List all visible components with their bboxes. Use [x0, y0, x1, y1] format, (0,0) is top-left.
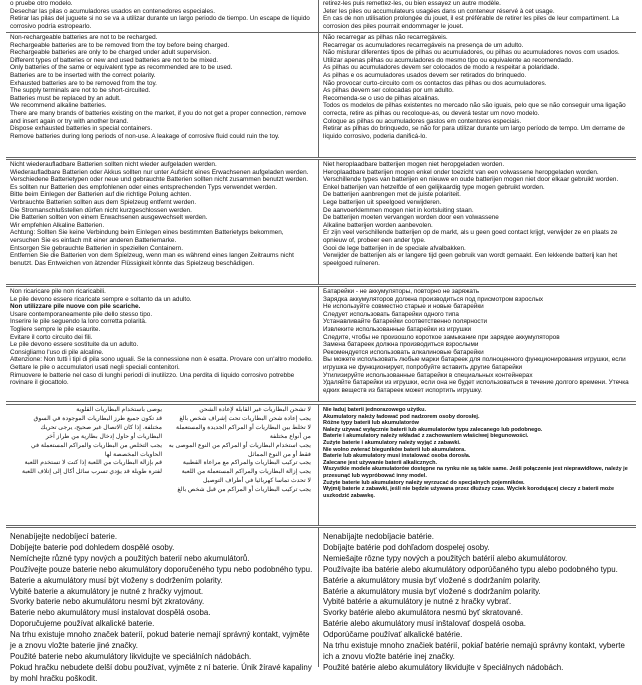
ru-line: Вы можете использовать любые марки батареек для полноценного функционирования игрушки, если игрушка не функционирует, попробуйте вставить другие батарейки [323, 356, 626, 371]
es-line: Retirar las pilas del juguete si no se va a utilizar durante un largo periodo de tiempo. Un escape de líquido corrosivo podría estropearlo. [10, 15, 310, 30]
ru-line: Удаляйте батарейки из игрушки, если она не будет использоваться в течение долгого времени. Утечка едких веществ из батареек может испортить игрушку. [323, 379, 629, 394]
russian-text [319, 287, 636, 401]
cs-line: Nemíchejte různé typy nových a použitých baterií nebo akumulátorů. [10, 553, 250, 563]
it-line: Non utilizzare pile nuove con pile scariche. [10, 303, 141, 311]
ru-line: Устанавливайте батарейки соответственно полярности [323, 318, 488, 326]
row-ar-pl [6, 404, 636, 526]
ru-line: Следите, чтобы не произошло короткое замыкание при зарядке аккумуляторов [323, 333, 560, 341]
de-line: Verschiedene Batterietypen oder neue und gebrauchte Batterien sollten nicht zusammen benutzt werden. [10, 176, 309, 184]
nl-line: Gooi de lege batterijen in de speciale afvalbakken. [323, 244, 466, 252]
cs-line: Svorky baterie nebo akumulátoru nesmí být zkratovány. [10, 597, 205, 607]
pl-line: Nie ładuj baterii jednorazowego użytku. [323, 407, 426, 413]
ar-line: قد تكون جميع طرز البطاريات الموجودة في السوق مختلفة. إذا كان الاتصال غير صحيح، يرجى تحريك البطاريات أو حاول إدخال بطارية من طراز آخر [33, 414, 163, 440]
ru-line: Рекомендуется использовать алкалиновые батарейки [323, 348, 484, 356]
en-line: Non-rechargeable batteries are not to be recharged. [10, 34, 158, 41]
it-line: Gettare le pile o accumulatori usati negli speciali contenitori. [10, 363, 180, 371]
en-line: There are many brands of batteries existing on the market, if you do not get a proper connection, remove and insert again or try with another brand. [10, 109, 307, 125]
ar-line: يوصى باستخدام البطاريات القلوية [76, 406, 163, 413]
nl-line: Heroplaadbare batterijen mogen enkel onder toezicht van een volwassene heropgeladen worden. [323, 168, 599, 176]
ar-line: يجب إزالة البطاريات والمراكم المستعملة من اللعبة [181, 468, 311, 476]
fr-line: Jeter les piles ou accumulateurs usagées dans un conteneur réservé à cet usage. [323, 7, 555, 15]
sk-line: Batérie a akumulátory musia byť vložené s dodržaním polarity. [323, 575, 541, 585]
sk-line: Nemiešajte rôzne typy nových a použitých batérií alebo akumulátorov. [323, 553, 568, 563]
sk-line: Batérie a akumulátory musia byť vložené s dodržaním polarity. [323, 586, 541, 596]
ar-line: يجب تركيب البطاريات والمراكم مع مراعاة القطبية [182, 459, 311, 467]
it-line: Le pile devono essere sostituite da un adulto. [10, 341, 139, 349]
nl-line: Niet heroplaadbare batterijen mogen niet heropgeladen worden. [323, 161, 505, 168]
it-line: Evitare il corto circuito dei fili. [10, 333, 93, 341]
en-line: The supply terminals are not to be short-circuited. [10, 87, 151, 95]
nl-line: Er zijn veel verschillende batterijen op de markt, als u geen goed contact krijgt, verwijder ze en plaats ze opnieuw of, probeer een ander type. [323, 229, 618, 244]
pl-line: Akumulatory należy ładować pod nadzorem osoby dorosłej. [323, 413, 480, 420]
de-line: Wir empfehlen Alkaline Batterien. [10, 221, 105, 229]
ar-line: لا تحدث تماسا كهربائيا في أطراف التوصيل [203, 477, 311, 485]
ar-line: لا تشحن البطاريات غير القابلة لإعادة الشحن [199, 406, 311, 413]
de-line: Es sollten nur Batterien des empfohlenen oder eines entsprechenden Typs verwendet werden. [10, 183, 278, 191]
cs-line: Nenabíjejte nedobíjecí baterie. [10, 532, 118, 541]
ru-line: Утилизируйте использованные батарейки в специальных контейнерах [323, 371, 533, 379]
en-line: Only batteries of the same or equivalent type as recommended are to be used. [10, 64, 233, 72]
row-it-ru [6, 286, 636, 402]
sk-line: Na trhu existuje mnoho značiek batérií, pokiaľ batérie nemajú správny kontakt, vyberte ich a znovu vložte batérie inej značky. [323, 641, 625, 661]
cs-line: Dobíjejte baterie pod dohledem dospělé osoby. [10, 542, 175, 552]
sk-line: Odporúčame používať alkalické batérie. [323, 630, 463, 640]
pt-line: Coloque as pilhas ou acumuladores gastos em contentores especiais. [323, 117, 522, 125]
en-line: Rechargeable batteries are only to be charged under adult supervision. [10, 49, 212, 57]
pl-line: Wszystkie modele akumulatorów dostępne na rynku nie są takie same. Jeśli połączenie jest nieprawidłowe, należy je przesunąć lub wypróbować inny model. [323, 466, 628, 479]
pt-line: Utilizar apenas pilhas ou acumuladores do mesmo tipo ou equivalente ao recomendado. [323, 56, 574, 64]
pt-line: As pilhas ou acumuladores devem ser colocados de modo a respeitar a polaridade. [323, 64, 560, 72]
en-line: Different types of batteries or new and used batteries are not to be mixed. [10, 56, 219, 64]
nl-line: De batterijen moeten vervangen worden door een volwassene [323, 214, 499, 222]
ar-line: يجب التخلص من البطاريات والمراكم المستعملة في الحاويات المخصصة لها [30, 441, 163, 458]
en-line: Batteries are to be inserted with the correct polarity. [10, 71, 156, 79]
de-line: Entsorgen Sie gebrauchte Batterien in speziellen Containern. [10, 244, 184, 252]
nl-line: Lege batterijen uit speelgoed verwijderen. [323, 198, 442, 206]
pl-line: Nie wolno zwierać bieguników baterii lub akumulatora. [323, 446, 466, 453]
it-line: Attenzione: Non tutti i tipi di pila sono uguali. Se la connessione non è esatta. Provare con un'altro modello. [10, 356, 313, 364]
nl-line: Alkaline batterijen worden aanbevolen. [323, 221, 433, 229]
fr-line: En cas de non utilisation prolongée du jouet, il est préférable de retirer les piles de leur compartiment. La corrosion des piles pourrait endommager le jouet. [323, 15, 619, 30]
cs-line: Používejte pouze baterie nebo akumulátory doporučeného typu nebo podobného typu. [10, 564, 313, 574]
pl-line: Należy używać wyłącznie baterii lub akumulatorów typu zalecanego lub podobnego. [323, 426, 543, 433]
row-es-fr [6, 0, 636, 33]
italian-text [6, 287, 319, 401]
es-line: o pruebe otro modelo. [10, 0, 73, 7]
arabic-text [6, 405, 319, 525]
it-line: Togliere sempre le pile esaurite. [10, 325, 101, 333]
pt-line: As pilhas devem ser colocadas por um adulto. [323, 87, 454, 95]
de-line: Nicht wiederaufladbare Batterien sollten nicht wieder aufgeladen werden. [10, 161, 217, 168]
pt-line: Retirar as pilhas do brinquedo, se não for para utilizar durante um largo período de tempo. Um derrame de líquido corrosivo, poderia danificá-lo. [323, 125, 625, 140]
pt-line: Todos os modelos de pilhas existentes no mercado não são iguais, pelo que se não conseguir uma ligação correcta, retire as pilhas ou recoloque-as, ou deverá testar um novo modelo. [323, 102, 626, 117]
slovak-text [319, 528, 636, 672]
de-line: Entfernen Sie die Batterien von dem Spielzeug, wenn man es während eines langen Zeitraums nicht benutzt. Das Entweichen von ätzender Flüssigkeit könnte das Spielzeug beschädigen. [10, 252, 294, 267]
cs-line: Doporučujeme používat alkalické baterie. [10, 619, 155, 629]
english-text [6, 33, 319, 157]
cs-line: Baterie a akumulátory musí být vloženy s dodržením polarity. [10, 575, 223, 585]
sk-line: Nenabíjajte nedobíjacie batérie. [323, 532, 434, 541]
cs-line: Použité baterie nebo akumulátory likvidujte ve speciálních nádobách. [10, 651, 252, 661]
ru-line: Зарядка аккумуляторов должна производиться под присмотром взрослых [323, 295, 544, 303]
polish-text [319, 405, 636, 525]
french-text [319, 0, 636, 32]
it-line: Consigliamo l'uso di pile alcaline. [10, 348, 104, 356]
pt-line: Não recarregar as pilhas não recarregáveis. [323, 34, 448, 41]
fr-line: retirez-les puis remettez-les, ou bien essayez un autre modèle. [323, 0, 501, 7]
pl-line: Baterie i akumulatory należy wkładać z zachowaniem właściwej biegunowości. [323, 433, 529, 440]
arabic-column-right [165, 406, 314, 495]
sk-line: Svorky batérie alebo akumulátora nesmú byť skratované. [323, 608, 523, 618]
it-line: Non ricaricare pile non ricaricabili. [10, 288, 106, 295]
row-en-pt [6, 32, 636, 158]
sk-line: Dobíjajte batérie pod dohľadom dospelej osoby. [323, 542, 490, 552]
pt-line: Não provocar curto-circuito com os contactos das pilhas ou dos acumuladores. [323, 79, 547, 87]
pt-line: Recomenda-se o uso de pilhas alcalinas. [323, 94, 440, 102]
en-line: Batteries must be replaced by an adult. [10, 94, 121, 102]
de-line: Bitte beim Einlegen der Batterien auf die richtige Polung achten. [10, 191, 192, 199]
nl-line: Verschillende types van batterijen en nieuwe en oude batterijen mogen niet door elkaar gebruikt worden. [323, 176, 619, 184]
spanish-text [6, 0, 319, 32]
dutch-text [319, 160, 636, 284]
pt-line: As pilhas e os acumuladores usados devem ser retirados do brinquedo. [323, 71, 527, 79]
nl-line: Verwijder de batterijen als er langere tijd geen gebruik van wordt gemaakt. Een lekkende batterij kan het speelgoed ruïneren. [323, 252, 618, 267]
ru-line: Замена батареек должна производиться взрослыми [323, 341, 479, 349]
de-line: Die Batterien sollten von einem Erwachsenen ausgewechselt werden. [10, 214, 208, 222]
sk-line: Vybité batérie a akumulátory je nutné z hračky vybrať. [323, 597, 512, 607]
portuguese-text [319, 33, 636, 157]
en-line: We recommend alkaline batteries. [10, 102, 107, 110]
pl-line: Różne typy baterii lub akumulatorów [323, 420, 419, 427]
row-de-nl [6, 159, 636, 285]
pl-line: Zużyte baterie i akumulatory należy wyjąć z zabawki. [323, 439, 461, 446]
ru-line: Батарейки - не аккумуляторы, повторно не заряжать [323, 288, 480, 295]
ru-line: Следует использовать батарейки одного типа [323, 310, 459, 318]
cs-line: Vybité baterie a akumulátory je nutné z hračky vyjmout. [10, 586, 204, 596]
czech-text [6, 528, 319, 683]
en-line: Remove batteries during long periods of non-use. A leakage of corrosive fluid could ruin the toy. [10, 132, 280, 140]
ru-line: Не используйте совместно старые и новые батарейки [323, 303, 484, 311]
pl-line: Wyjmij baterie z zabawki, jeśli nie będzie używana przez dłuższy czas. Wyciek korodującej cieczy z baterii może uszkodzić zabawkę. [323, 486, 615, 499]
de-line: Die Stromanschlußstellen dürfen nicht kurzgeschlossen werden. [10, 206, 192, 214]
ru-line: Извлеките использованные батарейки из игрушки [323, 325, 472, 333]
it-line: Rimuovere le batterie nel caso di lunghi periodi di inutilizzo. Una perdita di liquido corrosivo potrebbe rovinare il giocattolo. [10, 371, 295, 387]
sk-line: Používajte iba batérie alebo akumulátory odporúčaného typu alebo podobného typu. [323, 564, 618, 574]
row-cs-sk [6, 527, 636, 683]
ar-line: يجب إعادة شحن البطاريات تحت إشراف شخص بالغ [179, 414, 311, 422]
pl-line: Zużyte baterie lub akumulatory należy wyrzucać do specjalnych pojemników. [323, 479, 525, 486]
sk-line: Použité batérie alebo akumulátory likvidujte v špeciálnych nádobách. [323, 662, 564, 672]
cs-line: Pokud hračku nebudete delší dobu používat, vyjměte z ní baterie. Únik žíravé kapaliny by mohl hračku poškodit. [10, 662, 312, 683]
sk-line: Batérie alebo akumulátory musí inštalovať dospelá osoba. [323, 619, 526, 629]
it-line: Usare contemporaneamente pile dello stesso tipo. [10, 310, 153, 318]
es-line: Desechar las pilas o acumuladores usados en contenedores especiales. [10, 7, 215, 15]
de-line: Wiederaufladbare Batterien oder Akkus sollten nur unter Aufsicht eines Erwachsenen aufgeladen werden. [10, 168, 309, 176]
en-line: Rechargeable batteries are to be removed from the toy before being charged. [10, 41, 230, 49]
pt-line: Não misturar diferentes tipos de pilhas ou acumuladores, ou pilhas ou acumuladores novos com usados. [323, 49, 620, 57]
en-line: Exhausted batteries are to be removed from the toy. [10, 79, 157, 87]
en-line: Dispose exhausted batteries in special containers. [10, 125, 153, 133]
de-line: Achtung: Sollten Sie keine Verbindung beim Einlegen eines bestimmten Batterietyps bekommen, versuchen Sie es einfach mit einer anderen Batteriemarke. [10, 229, 284, 244]
de-line: Verbrauchte Batterien sollten aus dem Spielzeug entfernt werden. [10, 198, 197, 206]
it-line: Inserire le pile seguendo la loro corretta polarità. [10, 318, 147, 326]
ar-line: لا تخلط بين البطاريات أو المراكم الجديدة والمستعملة من أنواع مختلفة [176, 423, 311, 440]
nl-line: De aanvoerklemmen mogen niet in kortsluiting staan. [323, 206, 474, 214]
ar-line: قم بإزالة البطاريات من اللعبة إذا كنت لا تستخدم اللعبة لفترة طويلة قد يؤدي تسرب سائل أكال إلى إتلاف اللعبة [21, 459, 163, 476]
cs-line: Na trhu existuje mnoho značek baterií, pokud baterie nemají správný kontakt, vyjměte je a znovu vložte baterie jiné značky. [10, 630, 310, 651]
ar-line: يجب استخدام البطاريات أو المراكم من النوع الموصى به فقط أو من النوع المماثل [168, 441, 311, 458]
ar-line: يجب تركيب البطاريات أو المراكم من قبل شخص بالغ [177, 486, 311, 494]
arabic-column-left [16, 406, 165, 477]
cs-line: Baterie nebo akumulátory musí instalovat dospělá osoba. [10, 608, 211, 618]
pt-line: Recarregar os acumuladores recarregáveis na presença de um adulto. [323, 41, 524, 49]
pl-line: Baterie lub akumulatory musi instalować osoba dorosła. [323, 453, 471, 460]
it-line: Le pile devono essere ricaricate sempre e soltanto da un adulto. [10, 295, 192, 303]
nl-line: De batterijen aanbrengen met de juiste polariteit. [323, 191, 461, 199]
pl-line: Zalecane jest używanie baterii alkalicznych. [323, 459, 438, 466]
nl-line: Enkel batterijen van hetzelfde of een gelijkaardig type mogen gebruikt worden. [323, 183, 545, 191]
german-text [6, 160, 319, 284]
